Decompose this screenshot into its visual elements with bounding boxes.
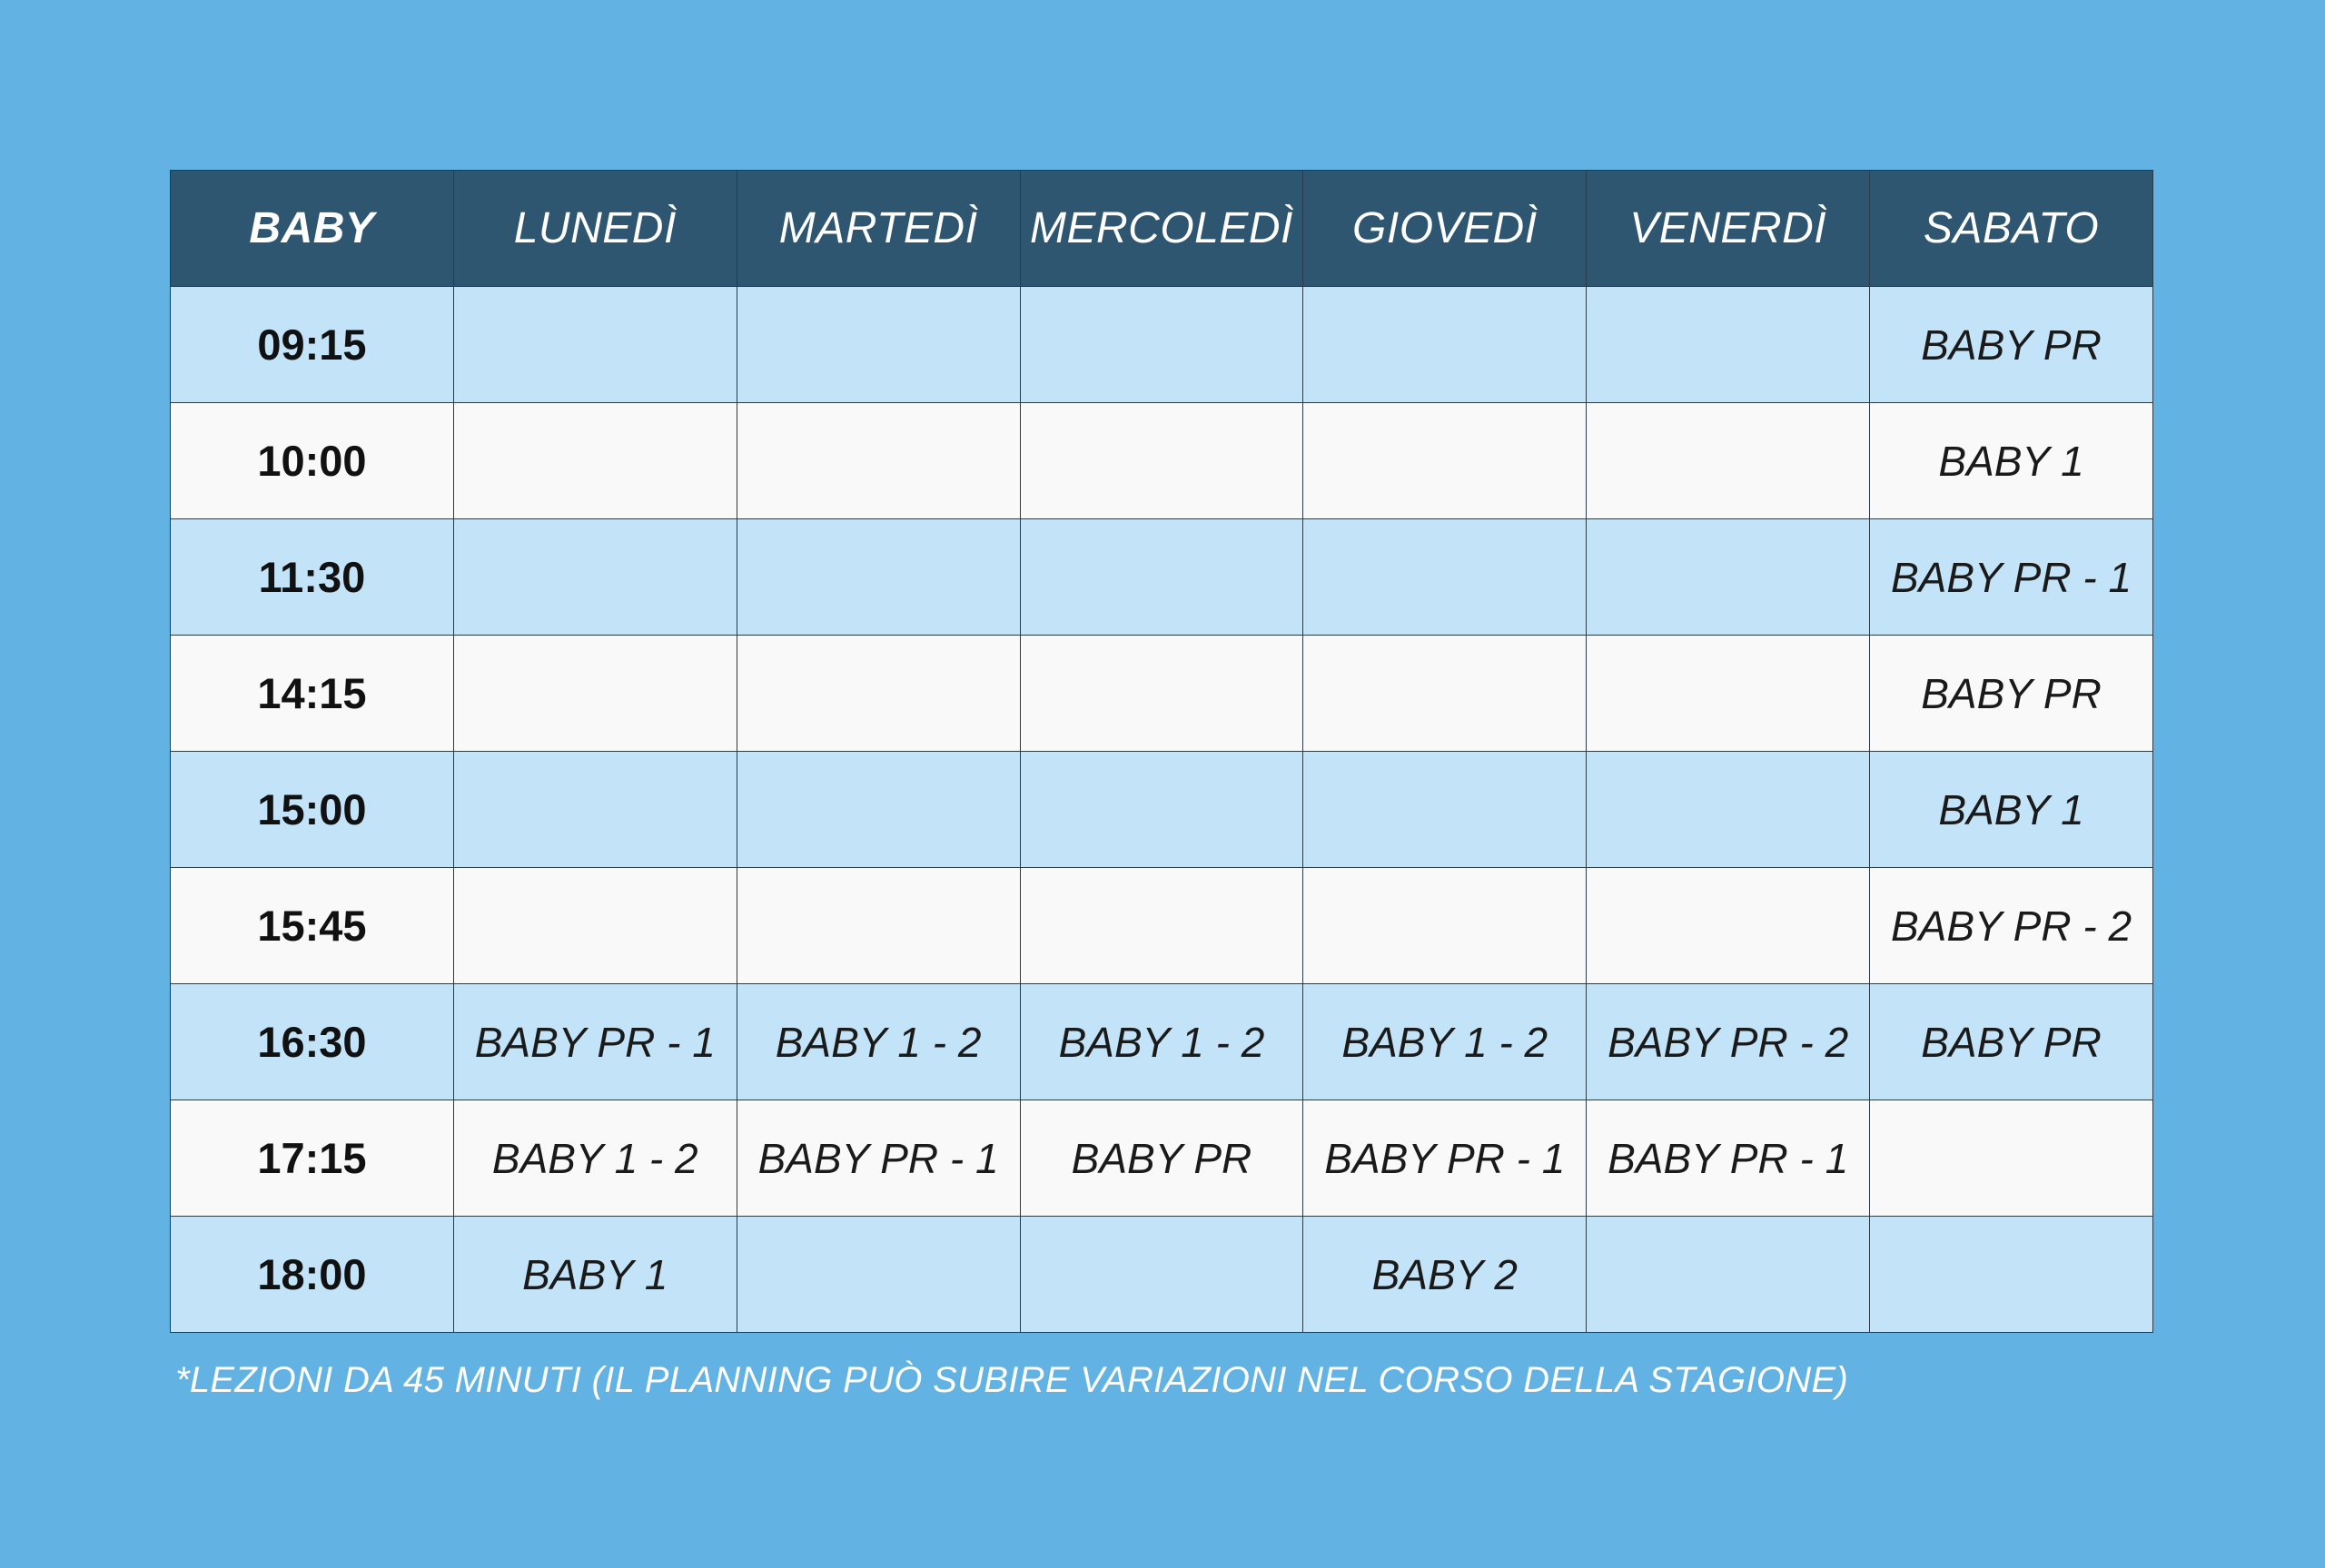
class-cell: BABY 1 xyxy=(1870,403,2153,519)
class-cell: BABY PR xyxy=(1870,287,2153,403)
time-cell: 16:30 xyxy=(171,984,454,1100)
class-cell xyxy=(1303,287,1587,403)
class-cell: BABY PR - 2 xyxy=(1587,984,1870,1100)
class-cell: BABY 1 xyxy=(453,1217,737,1333)
class-cell xyxy=(453,868,737,984)
class-cell xyxy=(453,287,737,403)
time-cell: 17:15 xyxy=(171,1100,454,1217)
class-cell xyxy=(453,519,737,636)
class-cell xyxy=(1303,752,1587,868)
class-cell xyxy=(1303,519,1587,636)
class-cell xyxy=(737,519,1020,636)
schedule-row xyxy=(171,1217,2153,1333)
day-header-sabato: SABATO xyxy=(1870,171,2153,287)
class-cell: BABY 1 - 2 xyxy=(737,984,1020,1100)
time-cell: 10:00 xyxy=(171,403,454,519)
class-cell xyxy=(1870,1100,2153,1217)
time-cell: 15:45 xyxy=(171,868,454,984)
schedule-row xyxy=(171,403,2153,519)
day-header-mercoledi: MERCOLEDÌ xyxy=(1020,171,1303,287)
class-cell xyxy=(1303,636,1587,752)
class-cell xyxy=(1020,287,1303,403)
class-cell xyxy=(453,636,737,752)
class-cell: BABY 1 - 2 xyxy=(1303,984,1587,1100)
day-header-venerdi: VENERDÌ xyxy=(1587,171,1870,287)
class-cell xyxy=(737,1217,1020,1333)
day-header-lunedi: LUNEDÌ xyxy=(453,171,737,287)
schedule-row xyxy=(171,752,2153,868)
class-cell: BABY PR - 1 xyxy=(737,1100,1020,1217)
day-header-martedi: MARTEDÌ xyxy=(737,171,1020,287)
schedule-row xyxy=(171,868,2153,984)
class-cell xyxy=(737,636,1020,752)
schedule-row xyxy=(171,519,2153,636)
class-cell xyxy=(1020,636,1303,752)
class-cell xyxy=(1587,636,1870,752)
class-cell xyxy=(1587,752,1870,868)
class-cell: BABY PR - 1 xyxy=(1303,1100,1587,1217)
class-cell xyxy=(1303,403,1587,519)
class-cell xyxy=(1020,868,1303,984)
class-cell xyxy=(1587,287,1870,403)
schedule-row xyxy=(171,636,2153,752)
class-cell: BABY PR xyxy=(1870,984,2153,1100)
class-cell xyxy=(1020,519,1303,636)
class-cell xyxy=(1020,403,1303,519)
class-cell xyxy=(1587,519,1870,636)
header-row xyxy=(171,171,2153,287)
time-cell: 14:15 xyxy=(171,636,454,752)
day-header-giovedi: GIOVEDÌ xyxy=(1303,171,1587,287)
class-cell: BABY PR - 2 xyxy=(1870,868,2153,984)
class-cell xyxy=(737,287,1020,403)
time-cell: 11:30 xyxy=(171,519,454,636)
class-cell xyxy=(453,403,737,519)
class-cell: BABY 1 xyxy=(1870,752,2153,868)
schedule-row xyxy=(171,287,2153,403)
class-cell xyxy=(1587,1217,1870,1333)
class-cell xyxy=(1870,1217,2153,1333)
schedule-row xyxy=(171,1100,2153,1217)
time-cell: 18:00 xyxy=(171,1217,454,1333)
footnote: *LEZIONI DA 45 MINUTI (IL PLANNING PUÒ SUBIRE VARIAZIONI NEL CORSO DELLA STAGIONE) xyxy=(175,1360,1849,1400)
class-cell xyxy=(737,752,1020,868)
corner-header: BABY xyxy=(171,171,454,287)
class-cell: BABY 2 xyxy=(1303,1217,1587,1333)
class-cell: BABY 1 - 2 xyxy=(1020,984,1303,1100)
class-cell xyxy=(1020,752,1303,868)
class-cell xyxy=(1587,868,1870,984)
time-cell: 09:15 xyxy=(171,287,454,403)
schedule-row xyxy=(171,984,2153,1100)
class-cell xyxy=(737,403,1020,519)
schedule-table xyxy=(170,170,2153,1333)
class-cell xyxy=(1587,403,1870,519)
class-cell: BABY PR - 1 xyxy=(1870,519,2153,636)
class-cell: BABY PR xyxy=(1020,1100,1303,1217)
class-cell: BABY PR - 1 xyxy=(1587,1100,1870,1217)
class-cell: BABY PR xyxy=(1870,636,2153,752)
time-cell: 15:00 xyxy=(171,752,454,868)
class-cell xyxy=(737,868,1020,984)
class-cell xyxy=(1020,1217,1303,1333)
class-cell xyxy=(453,752,737,868)
class-cell: BABY 1 - 2 xyxy=(453,1100,737,1217)
class-cell xyxy=(1303,868,1587,984)
class-cell: BABY PR - 1 xyxy=(453,984,737,1100)
